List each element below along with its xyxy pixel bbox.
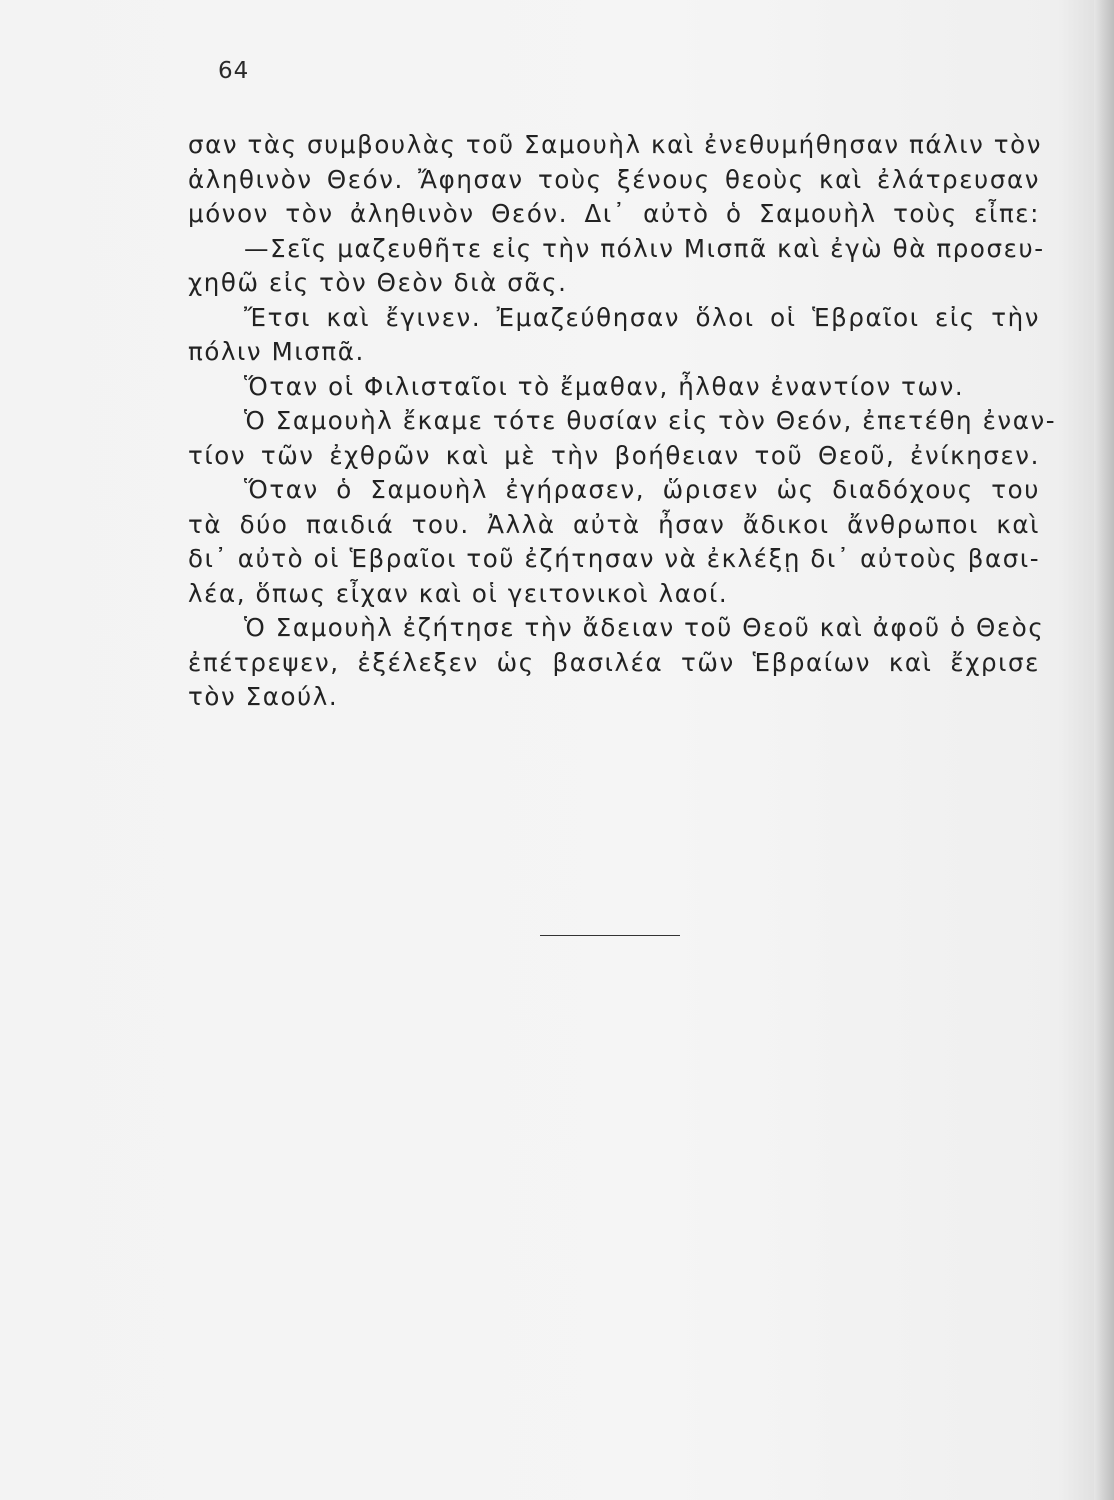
text-line: πόλιν Μισπᾶ.	[188, 337, 365, 366]
text-line: δι᾿ αὐτὸ οἱ Ἑβραῖοι τοῦ ἐζήτησαν νὰ ἐκλέξῃ δι᾿ αὐτοὺς βασι-	[188, 544, 1041, 573]
text-line: τὸν Σαούλ.	[188, 682, 339, 711]
text-line: λέα, ὅπως εἶχαν καὶ οἱ γειτονικοὶ λαοί.	[188, 578, 729, 608]
body-text	[188, 128, 1057, 715]
text-line: —Σεῖς μαζευθῆτε εἰς τὴν πόλιν Μισπᾶ καὶ ἐγὼ θὰ προσευ-	[244, 233, 1045, 263]
text-line: Ἔτσι καὶ ἔγινεν. Ἐμαζεύθησαν ὅλοι οἱ Ἑβραῖοι εἰς τὴν	[244, 302, 1040, 332]
page-edge-shadow	[1094, 0, 1114, 1500]
text-line: τίον τῶν ἐχθρῶν καὶ μὲ τὴν βοήθειαν τοῦ Θεοῦ, ἐνίκησεν.	[188, 440, 1040, 470]
text-line: χηθῶ εἰς τὸν Θεὸν διὰ σᾶς.	[188, 268, 568, 297]
text-line: Ὁ Σαμουὴλ ἔκαμε τότε θυσίαν εἰς τὸν Θεόν, ἐπετέθη ἐναν-	[244, 406, 1057, 435]
text-line: τὰ δύο παιδιά του. Ἀλλὰ αὐτὰ ἦσαν ἄδικοι ἄνθρωποι καὶ	[188, 509, 1040, 539]
text-line: μόνον τὸν ἀληθινὸν Θεόν. Δι᾿ αὐτὸ ὁ Σαμουὴλ τοὺς εἶπε:	[188, 199, 1040, 228]
page-number: 64	[218, 58, 250, 84]
text-line: Ὅταν ὁ Σαμουὴλ ἐγήρασεν, ὥρισεν ὡς διαδόχους του	[244, 475, 1040, 504]
text-line: Ὅταν οἱ Φιλισταῖοι τὸ ἔμαθαν, ἦλθαν ἐναντίον των.	[244, 371, 965, 401]
text-line: Ὁ Σαμουὴλ ἐζήτησε τὴν ἄδειαν τοῦ Θεοῦ καὶ ἀφοῦ ὁ Θεὸς	[244, 613, 1045, 642]
text-line: σαν τὰς συμβουλὰς τοῦ Σαμουὴλ καὶ ἐνεθυμήθησαν πάλιν τὸν	[188, 130, 1043, 159]
text-line: ἐπέτρεψεν, ἐξέλεξεν ὡς βασιλέα τῶν Ἑβραίων καὶ ἔχρισε	[188, 647, 1040, 677]
section-divider-rule	[540, 935, 680, 936]
text-line: ἀληθινὸν Θεόν. Ἄφησαν τοὺς ξένους θεοὺς καὶ ἐλάτρευσαν	[188, 164, 1040, 194]
